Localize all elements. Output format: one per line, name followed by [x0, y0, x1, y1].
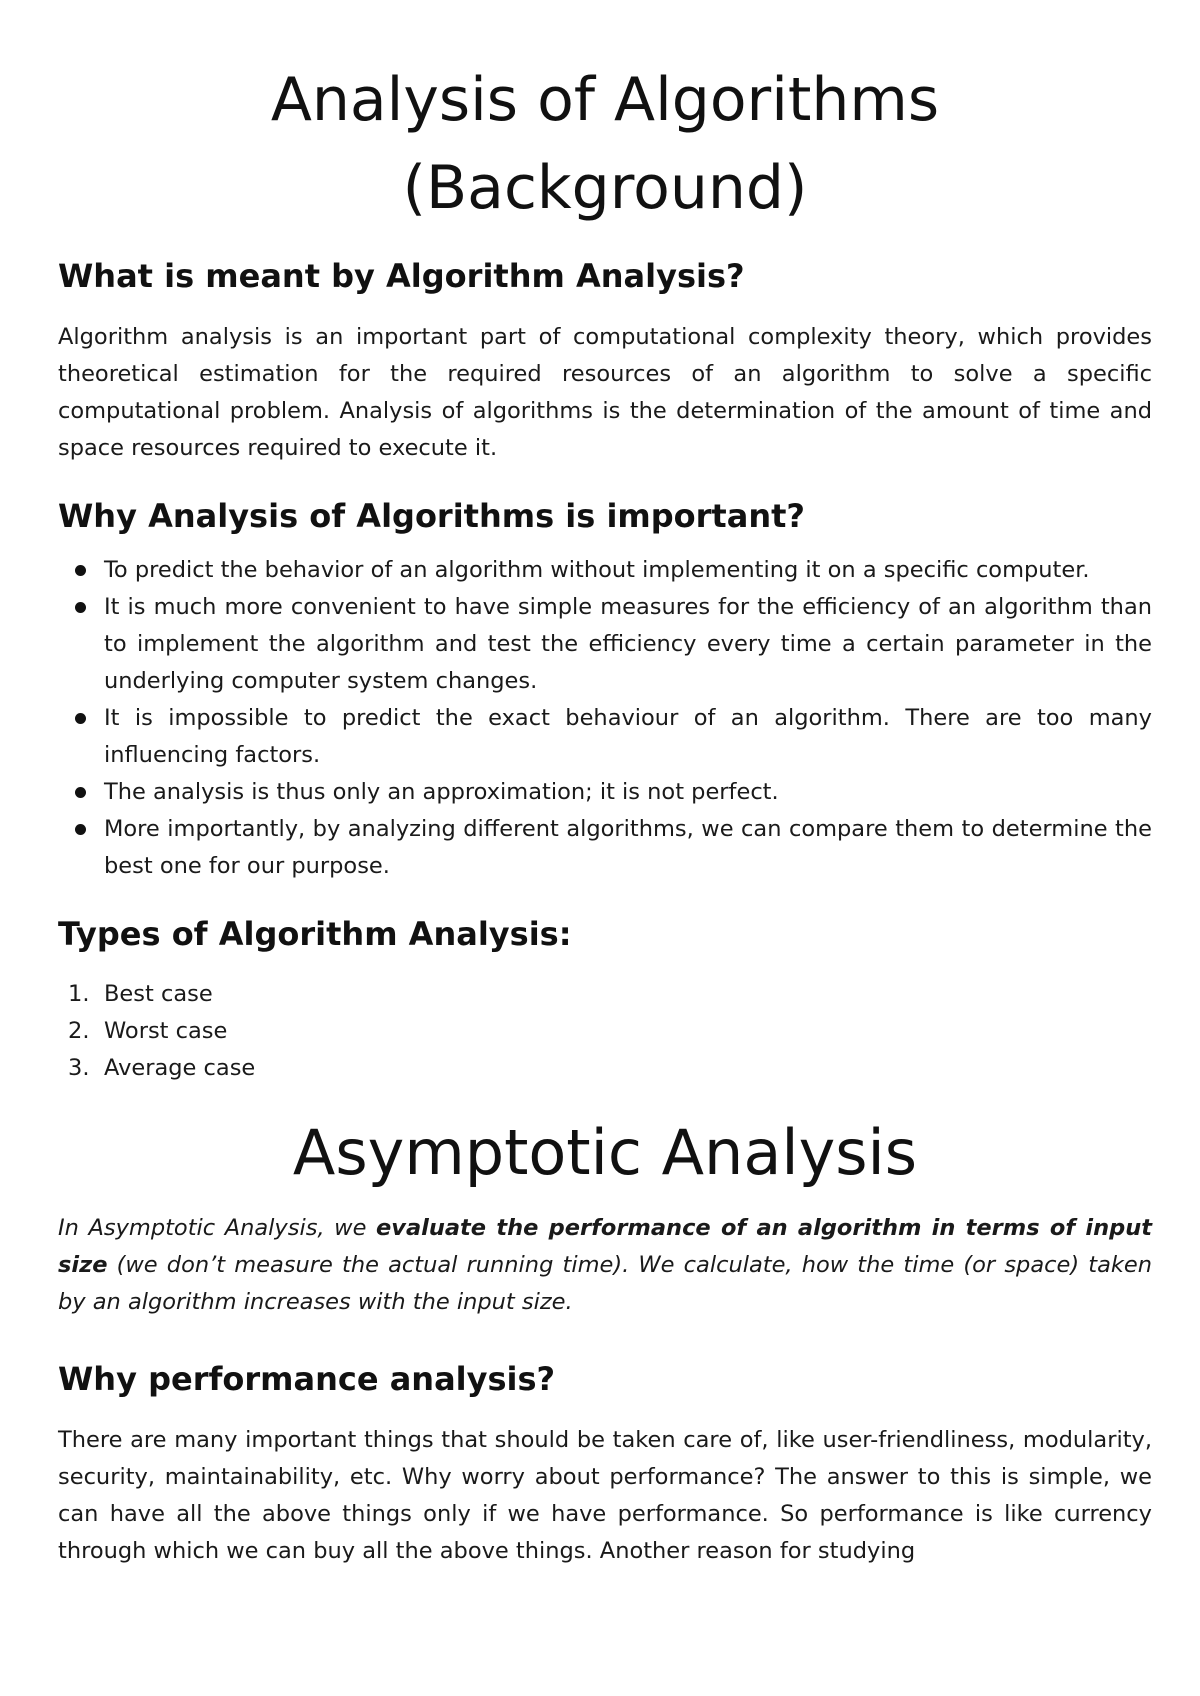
document-title	[58, 56, 1152, 232]
bullet-item	[58, 552, 1152, 589]
importance-bullet-list	[58, 552, 1152, 885]
bullet-item	[58, 811, 1152, 885]
heading-why-performance: Why performance analysis?	[58, 1360, 556, 1398]
list-number: 3.	[68, 1055, 90, 1081]
heading-why-important: Why Analysis of Algorithms is important?	[58, 497, 805, 535]
bullet-text: The analysis is thus only an approximation; it is not perfect.	[104, 779, 779, 805]
bullet-dot-icon	[75, 787, 86, 798]
heading-asymptotic-analysis: Asymptotic Analysis	[292, 1116, 918, 1189]
list-item-label: Best case	[104, 981, 213, 1007]
intro-text-pre: In Asymptotic Analysis, we	[58, 1215, 377, 1241]
bullet-dot-icon	[75, 824, 86, 835]
bullet-item	[58, 589, 1152, 700]
title-line-1: Analysis of Algorithms	[270, 65, 940, 135]
bullet-text: It is much more convenient to have simple measures for the efficiency of an algorithm than to implement the algorithm and test the efficiency every time a certain parameter in the underlying computer system changes.	[104, 594, 1152, 694]
list-item-average-case	[58, 1050, 1152, 1087]
paragraph-asymptotic-intro	[58, 1210, 1152, 1321]
bullet-item	[58, 700, 1152, 774]
list-item-worst-case	[58, 1013, 1152, 1050]
list-item-label: Average case	[104, 1055, 256, 1081]
bullet-dot-icon	[75, 602, 86, 613]
list-number: 1.	[68, 981, 90, 1007]
heading-types-of-analysis: Types of Algorithm Analysis:	[58, 915, 572, 953]
document-page	[58, 0, 1152, 1570]
bullet-text: To predict the behavior of an algorithm without implementing it on a specific computer.	[104, 557, 1090, 583]
bullet-dot-icon	[75, 713, 86, 724]
bullet-dot-icon	[75, 565, 86, 576]
paragraph-why-performance: There are many important things that should be taken care of, like user-friendliness, modularity, security, maintainability, etc. Why worry about performance? The answer to this is simple, we can have all the above things only if we have performance. So performance is like currency through which we can buy all the above things. Another reason for studying	[58, 1427, 1152, 1564]
intro-text-emphasis: evaluate the performance of an algorithm in terms of input size	[58, 1215, 1153, 1278]
bullet-text: More importantly, by analyzing different algorithms, we can compare them to determine the best one for our purpose.	[104, 816, 1152, 879]
bullet-text: It is impossible to predict the exact behaviour of an algorithm. There are too many influencing factors.	[104, 705, 1152, 768]
analysis-types-list	[58, 976, 1152, 1087]
list-number: 2.	[68, 1018, 90, 1044]
intro-text-post: (we don’t measure the actual running time). We calculate, how the time (or space) taken by an algorithm increases with the input size.	[58, 1252, 1152, 1315]
bullet-item	[58, 774, 1152, 811]
list-item-best-case	[58, 976, 1152, 1013]
list-item-label: Worst case	[104, 1018, 228, 1044]
paragraph-what-is-analysis: Algorithm analysis is an important part of computational complexity theory, which provides theoretical estimation for the required resources of an algorithm to solve a specific computational problem. Analysis of algorithms is the determination of the amount of time and space resources required to execute it.	[58, 324, 1152, 461]
heading-what-is-analysis: What is meant by Algorithm Analysis?	[58, 257, 745, 295]
title-line-2: (Background)	[402, 153, 808, 223]
